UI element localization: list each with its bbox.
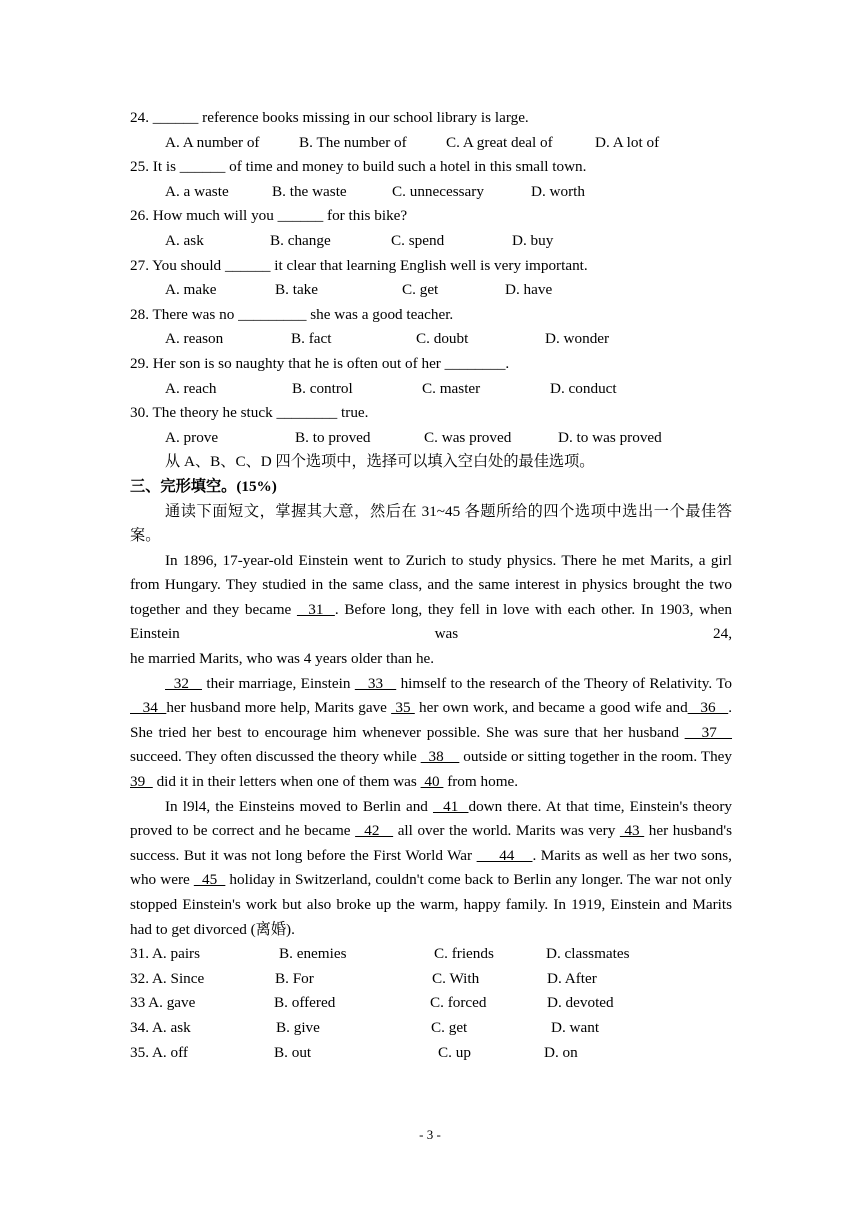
option-b: B. fact	[291, 330, 332, 348]
option-d: D. classmates	[546, 945, 630, 963]
option-a: A. ask	[165, 231, 204, 249]
blank-36: 36	[687, 699, 729, 717]
option-b: B. take	[275, 281, 319, 299]
question-24-options	[130, 131, 732, 156]
passage-text: In l9l4, the Einsteins moved to Berlin and	[165, 797, 433, 815]
blank-31: 31	[296, 600, 335, 618]
question-26-stem: 26. How much will you ______ for this bike?	[130, 207, 408, 225]
instruction: 从 A、B、C、D 四个选项中，选择可以填入空白处的最佳选项。	[165, 453, 595, 471]
question-30-stem: 30. The theory he stuck ________ true.	[130, 404, 369, 422]
passage-text: . Marits as well as her two sons, who were	[130, 846, 732, 889]
option-c: C. get	[402, 281, 439, 299]
passage-text: himself to the research of the Theory of Relativity. To	[396, 674, 733, 692]
blank-37: 37	[684, 723, 733, 741]
question-30-options	[130, 426, 732, 451]
option-c: C. spend	[391, 231, 445, 249]
option-b: B. The number of	[299, 133, 407, 151]
passage-text: did it in their letters when one of them was	[152, 773, 421, 791]
blank-44: 44	[476, 846, 533, 864]
option-a: A. reason	[165, 330, 224, 348]
passage-text: her husband's success. But it was not long before the First World War	[130, 822, 732, 864]
option-c: C. was proved	[424, 428, 512, 446]
exam-page	[130, 106, 732, 1065]
option-d: D. on	[544, 1043, 578, 1061]
blank-45: 45	[193, 871, 226, 889]
blank-35: 35	[391, 699, 415, 717]
section-title: 三、完形填空。(15%)	[130, 477, 277, 495]
passage-text: he married Marits, who was 4 years older than he.	[130, 650, 435, 668]
question-35-options	[130, 1041, 732, 1066]
option-d: D. After	[547, 969, 597, 987]
option-d: D. want	[551, 1018, 600, 1036]
option-b: B. For	[275, 969, 314, 987]
option-b: B. give	[276, 1018, 320, 1036]
option-a: A. prove	[165, 428, 219, 446]
passage-text: succeed. They often discussed the theory while	[130, 748, 421, 766]
option-c: C. get	[431, 1018, 468, 1036]
question-32-options	[130, 967, 732, 992]
option-a: A. reach	[165, 379, 217, 397]
option-b: B. enemies	[279, 945, 347, 963]
question-28-options	[130, 327, 732, 352]
option-a: A. make	[165, 281, 217, 299]
passage-text: her own work, and became a good wife and	[414, 699, 688, 717]
passage-paragraph-3	[130, 795, 732, 943]
section-intro	[130, 500, 732, 549]
option-a: A. A number of	[165, 133, 260, 151]
blank-34: 34	[130, 699, 167, 717]
passage-text: holiday in Switzerland, couldn't come back to Berlin any longer. The war not only stopped Einstein's work but also broke up the warm, happy family. In 1919, Einstein and Marits had to get divorced (离婚).	[130, 871, 732, 938]
blank-43: 43	[619, 822, 645, 840]
question-29-options	[130, 377, 732, 402]
question-34-options	[130, 1016, 732, 1041]
passage-text: all over the world. Marits was very	[393, 822, 620, 840]
option-b: B. offered	[274, 994, 336, 1012]
option-d: D. have	[505, 281, 553, 299]
question-25-options	[130, 180, 732, 205]
option-d: D. conduct	[550, 379, 617, 397]
question-27-options	[130, 278, 732, 303]
question-29-stem: 29. Her son is so naughty that he is often out of her ________.	[130, 354, 510, 372]
option-a: 31. A. pairs	[130, 945, 201, 963]
option-d: D. buy	[512, 231, 554, 249]
option-d: D. A lot of	[595, 133, 660, 151]
blank-33: 33	[354, 674, 397, 692]
option-c: C. up	[438, 1043, 471, 1061]
question-25-stem: 25. It is ______ of time and money to build such a hotel in this small town.	[130, 158, 587, 176]
passage-paragraph-1-cont	[130, 647, 732, 672]
passage-paragraph-2	[130, 672, 732, 795]
option-d: D. worth	[531, 182, 585, 200]
option-b: B. to proved	[295, 428, 371, 446]
passage-text: . Before long, they fell in love with each other. In 1903, when Einstein was 24,	[130, 600, 732, 643]
option-d: D. wonder	[545, 330, 610, 348]
option-c: C. master	[422, 379, 481, 397]
passage-paragraph-1	[130, 549, 732, 647]
option-b: B. out	[274, 1043, 312, 1061]
section-intro-text: 通读下面短文，掌握其大意，然后在 31~45 各题所给的四个选项中选出一个最佳答案。	[130, 502, 732, 545]
option-c: C. doubt	[416, 330, 469, 348]
option-a: A. a waste	[165, 182, 229, 200]
blank-38: 38	[420, 748, 460, 766]
page-number: - 3 -	[419, 1127, 441, 1142]
passage-text: their marriage, Einstein	[202, 674, 355, 692]
option-a: 32. A. Since	[130, 969, 205, 987]
question-33-options	[130, 991, 732, 1016]
blank-39: 39	[130, 773, 153, 791]
option-c: C. With	[432, 969, 480, 987]
option-b: B. the waste	[272, 182, 347, 200]
passage	[130, 549, 732, 943]
passage-text: . She tried her best to encourage him whenever possible. She was sure that her husband	[130, 699, 733, 741]
option-c: C. unnecessary	[392, 182, 484, 200]
option-c: C. A great deal of	[446, 133, 553, 151]
question-24-stem: 24. ______ reference books missing in our school library is large.	[130, 109, 529, 126]
option-b: B. control	[292, 379, 353, 397]
option-d: D. devoted	[547, 994, 614, 1012]
blank-32: 32	[165, 674, 202, 692]
question-26-options	[130, 229, 732, 254]
question-28-stem: 28. There was no _________ she was a good teacher.	[130, 305, 454, 323]
passage-text: from home.	[443, 773, 519, 791]
blank-42: 42	[355, 822, 394, 840]
option-d: D. to was proved	[558, 428, 662, 446]
option-c: C. forced	[430, 994, 487, 1012]
question-27-stem: 27. You should ______ it clear that learning English well is very important.	[130, 256, 588, 274]
passage-text: outside or sitting together in the room. They	[459, 748, 732, 766]
option-b: B. change	[270, 231, 331, 249]
blank-40: 40	[420, 773, 444, 791]
passage-text: In 1896, 17-year-old Einstein went to Zurich to study physics. There he met Marits, a girl from Hungary. They studied in the same class, and the same interest in physics brought the two together and they became	[130, 551, 732, 618]
option-a: 34. A. ask	[130, 1018, 191, 1036]
question-31-options	[130, 942, 732, 967]
blank-41: 41	[432, 797, 469, 815]
option-c: C. friends	[434, 945, 494, 963]
option-a: 33 A. gave	[130, 994, 196, 1012]
option-a: 35. A. off	[130, 1043, 188, 1061]
passage-text: her husband more help, Marits gave	[166, 699, 392, 717]
passage-text: down there. At that time, Einstein's theory proved to be correct and he became	[130, 797, 732, 840]
